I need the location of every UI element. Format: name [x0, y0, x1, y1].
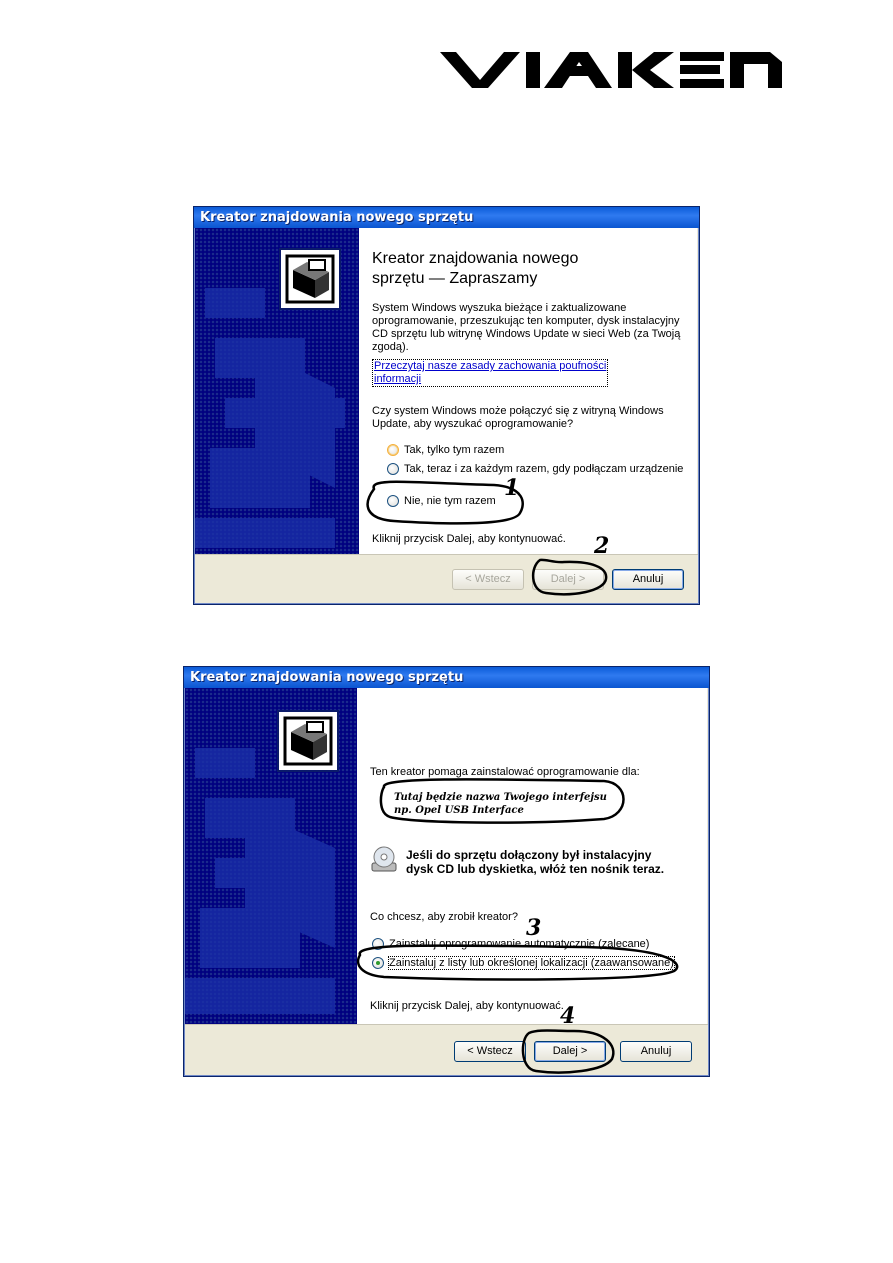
radio-label[interactable]: Zainstaluj z listy lub określonej lokalizacji (zaawansowane) — [389, 957, 674, 969]
page-title-line1: Kreator znajdowania nowego — [372, 250, 579, 267]
intro-line: CD sprzętu lub witrynę Windows Update w sieci Web (za Twoją — [372, 328, 681, 340]
radio-install-from-list[interactable] — [372, 957, 674, 969]
next-button[interactable]: Dalej > — [532, 569, 604, 590]
radio-no-not-now[interactable] — [387, 495, 496, 507]
device-name-line1: Tutaj będzie nazwa Twojego interfejsu — [394, 792, 607, 803]
intro-line: System Windows wyszuka bieżące i zaktualizowane — [372, 302, 627, 314]
wizard-sidebar-art — [195, 228, 359, 555]
hardware-wizard-icon — [277, 710, 339, 772]
privacy-link-line1[interactable]: Przeczytaj nasze zasady zachowania poufności — [374, 360, 607, 372]
annotation-number: 1 — [504, 475, 520, 501]
device-name-line2: np. Opel USB Interface — [394, 805, 524, 816]
annotation-number: 4 — [560, 1003, 576, 1029]
cancel-button[interactable]: Anuluj — [620, 1041, 692, 1062]
cd-instruction-line2: dysk CD lub dyskietka, włóż ten nośnik teraz. — [406, 862, 665, 876]
dialog-title-bar: Kreator znajdowania nowego sprzętu — [194, 207, 699, 228]
intro-line: oprogramowanie, przeszukując ten komputer, dysk instalacyjny — [372, 315, 680, 327]
continue-instruction: Kliknij przycisk Dalej, aby kontynuować. — [372, 533, 566, 545]
radio-label[interactable]: Zainstaluj oprogramowanie automatycznie (zalecane) — [389, 938, 650, 950]
next-button[interactable]: Dalej > — [534, 1041, 606, 1062]
radio-button-icon[interactable] — [387, 495, 399, 507]
intro-line: zgodą). — [372, 341, 409, 353]
privacy-policy-link[interactable] — [372, 359, 608, 387]
radio-label[interactable]: Tak, teraz i za każdym razem, gdy podłączam urządzenie — [404, 463, 684, 475]
wizard-dialog-welcome — [193, 206, 700, 605]
back-button[interactable]: < Wstecz — [454, 1041, 526, 1062]
page-title-line2: sprzętu — Zapraszamy — [372, 270, 538, 287]
question-line2: Update, aby wyszukać oprogramowanie? — [372, 418, 574, 430]
question-text: Co chcesz, aby zrobił kreator? — [370, 911, 518, 923]
intro-text: Ten kreator pomaga zainstalować oprogramowanie dla: — [370, 766, 640, 778]
back-button[interactable]: < Wstecz — [452, 569, 524, 590]
radio-yes-once[interactable] — [387, 444, 504, 456]
radio-install-automatic[interactable] — [372, 938, 649, 950]
cd-instruction-line1: Jeśli do sprzętu dołączony był instalacyjny — [406, 848, 652, 862]
hardware-wizard-icon — [279, 248, 341, 310]
radio-button-icon[interactable] — [372, 957, 384, 969]
viaken-logo — [440, 50, 782, 90]
annotation-number: 2 — [594, 533, 610, 559]
annotation-number: 3 — [526, 915, 542, 941]
radio-label[interactable]: Nie, nie tym razem — [404, 495, 496, 507]
privacy-link-line2[interactable]: informacji — [374, 373, 422, 385]
wizard-sidebar-art — [185, 688, 357, 1024]
wizard-dialog-install-options — [183, 666, 710, 1077]
radio-button-icon[interactable] — [387, 463, 399, 475]
dialog-title-bar: Kreator znajdowania nowego sprzętu — [184, 667, 709, 688]
radio-yes-always[interactable] — [387, 463, 683, 475]
question-line1: Czy system Windows może połączyć się z witryną Windows — [372, 405, 664, 417]
radio-button-icon[interactable] — [387, 444, 399, 456]
radio-button-icon[interactable] — [372, 938, 384, 950]
cd-drive-icon — [370, 845, 400, 875]
continue-instruction: Kliknij przycisk Dalej, aby kontynuować. — [370, 1000, 564, 1012]
radio-label[interactable]: Tak, tylko tym razem — [404, 444, 505, 456]
cancel-button[interactable]: Anuluj — [612, 569, 684, 590]
